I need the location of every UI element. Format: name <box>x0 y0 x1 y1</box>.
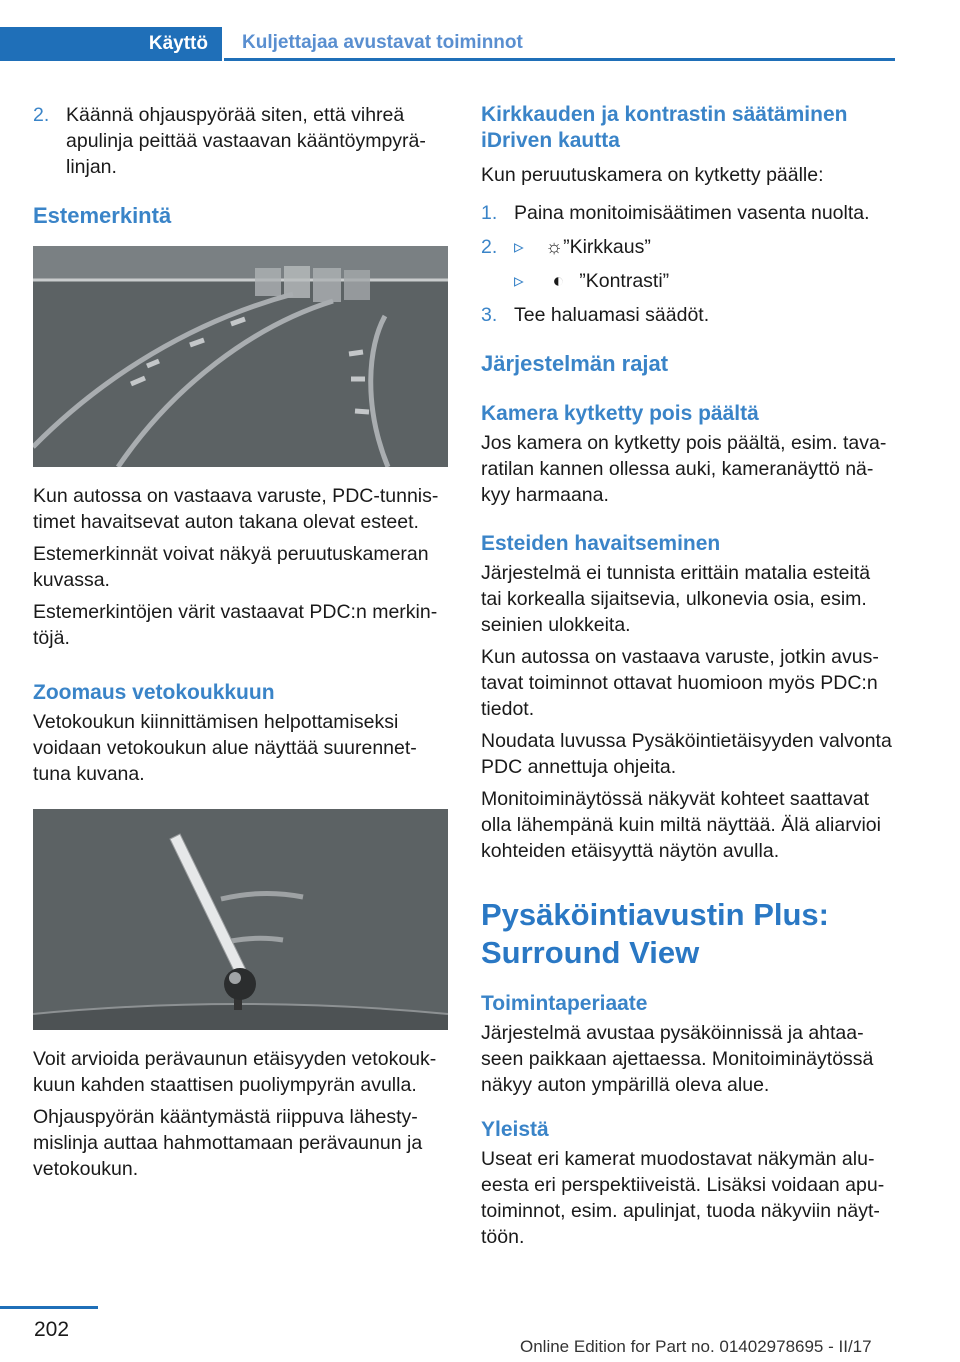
paragraph: Voit arvioida perävaunun etäisyyden vetokoukkuun kahden staattisen puoliympyrän avulla. <box>33 1048 437 1096</box>
list-item <box>481 200 896 226</box>
paragraph: Estemerkintöjen värit vastaavat PDC:n merkintöjä. <box>33 601 438 649</box>
paragraph: Estemerkinnät voivat näkyä peruutuskameran kuvassa. <box>33 543 429 591</box>
sub-text: ”Kontrasti” <box>579 270 670 292</box>
heading-yleista: Yleistä <box>481 1118 549 1141</box>
paragraph: Kun autossa on vastaava varuste, jotkin avustavat toiminnot ottavat huomioon myös PDC:n tiedot. <box>481 646 879 720</box>
adjust-steps <box>481 200 896 260</box>
paragraph: Jos kamera on kytketty pois päältä, esim. tavaratilan kannen ollessa auki, kameranäyttö näkyy harmaana. <box>481 432 887 506</box>
step-list-continued <box>33 102 448 180</box>
heading-surround-view: Pysäköintiavustin Plus: Surround View <box>481 897 829 970</box>
section-tab[interactable]: Kuljettajaa avustavat toiminnot <box>224 27 895 61</box>
triangle-bullet-icon: ▹ <box>514 270 524 292</box>
heading-kamera: Kamera kytketty pois päältä <box>481 402 759 425</box>
step-number: 3. <box>481 304 498 326</box>
heading-rajat: Järjestelmän rajat <box>481 351 669 376</box>
step-text: Tee haluamasi säädöt. <box>514 304 710 326</box>
step-number: 2. <box>481 236 498 258</box>
right-column <box>481 102 896 1256</box>
left-column <box>33 102 448 1188</box>
step-text: Paina monitoimisäätimen vasenta nuolta. <box>514 202 870 224</box>
paragraph: Monitoiminäytössä näkyvät kohteet saattavat olla lähempänä kuin miltä näyttää. Älä aliarvioi kohteiden etäisyyttä näytön avulla. <box>481 788 881 862</box>
sub-item-kontrasti <box>481 268 896 294</box>
list-item <box>481 302 896 328</box>
paragraph: Kun autossa on vastaava varuste, PDC-tunnistimet havaitsevat auton takana olevat esteet. <box>33 485 439 533</box>
heading-toimintaperiaate: Toimintaperiaate <box>481 992 648 1015</box>
contrast-icon: ◐ <box>552 270 565 292</box>
hitch-zoom-image <box>33 809 448 1030</box>
step-text: Käännä ohjauspyörää siten, että vihreä apulinja peittää vastaavan kääntöympyrälinjan. <box>66 104 426 178</box>
camera-view-illustration <box>33 246 448 467</box>
hitch-view-illustration <box>33 809 448 1030</box>
heading-zoomaus: Zoomaus vetokoukkuun <box>33 681 275 704</box>
list-item <box>481 234 896 260</box>
heading-esteiden: Esteiden havaitseminen <box>481 532 721 555</box>
paragraph: Noudata luvussa Pysäköintietäisyyden valvonta PDC annettuja ohjeita. <box>481 730 892 778</box>
paragraph: Ohjauspyörän kääntymästä riippuva lähestymislinja auttaa hahmottamaan perävaunun ja vetokoukun. <box>33 1106 423 1180</box>
list-item <box>33 102 448 180</box>
heading-kirkkaus: Kirkkauden ja kontrastin säätäminen iDriven kautta <box>481 103 848 152</box>
paragraph: Järjestelmä ei tunnista erittäin matalia esteitä tai korkealla sijaitsevia, ulkonevia osia, esim. seinien ulokkeita. <box>481 562 871 636</box>
chapter-tab[interactable]: Käyttö <box>0 27 222 61</box>
step-number: 1. <box>481 202 498 224</box>
header-bar <box>0 27 895 61</box>
paragraph: Kun peruutuskamera on kytketty päälle: <box>481 164 824 186</box>
footer-divider <box>0 1306 98 1309</box>
adjust-steps-cont <box>481 302 896 328</box>
step-text: ”Kirkkaus” <box>563 236 651 258</box>
step-number: 2. <box>33 104 50 126</box>
edition-note: Online Edition for Part no. 01402978695 - II/17 <box>520 1337 872 1356</box>
heading-estemerkinta: Estemerkintä <box>33 203 172 228</box>
triangle-bullet-icon: ▹ <box>514 236 524 258</box>
page-number: 202 <box>34 1318 70 1341</box>
paragraph: Useat eri kamerat muodostavat näkymän alueesta eri perspektiiveistä. Lisäksi voidaan aputoiminnot, esim. apulinjat, tuoda näkyviin näyttöön. <box>481 1148 885 1248</box>
brightness-icon: ☼ <box>545 236 564 258</box>
paragraph: Järjestelmä avustaa pysäköinnissä ja ahtaaseen paikkaan ajettaessa. Monitoiminäytössä näkyy auton ympärillä oleva alue. <box>481 1022 874 1096</box>
obstacle-marking-image <box>33 246 448 467</box>
paragraph: Vetokoukun kiinnittämisen helpottamiseksi voidaan vetokoukun alue näyttää suurennettuna kuvana. <box>33 711 417 785</box>
